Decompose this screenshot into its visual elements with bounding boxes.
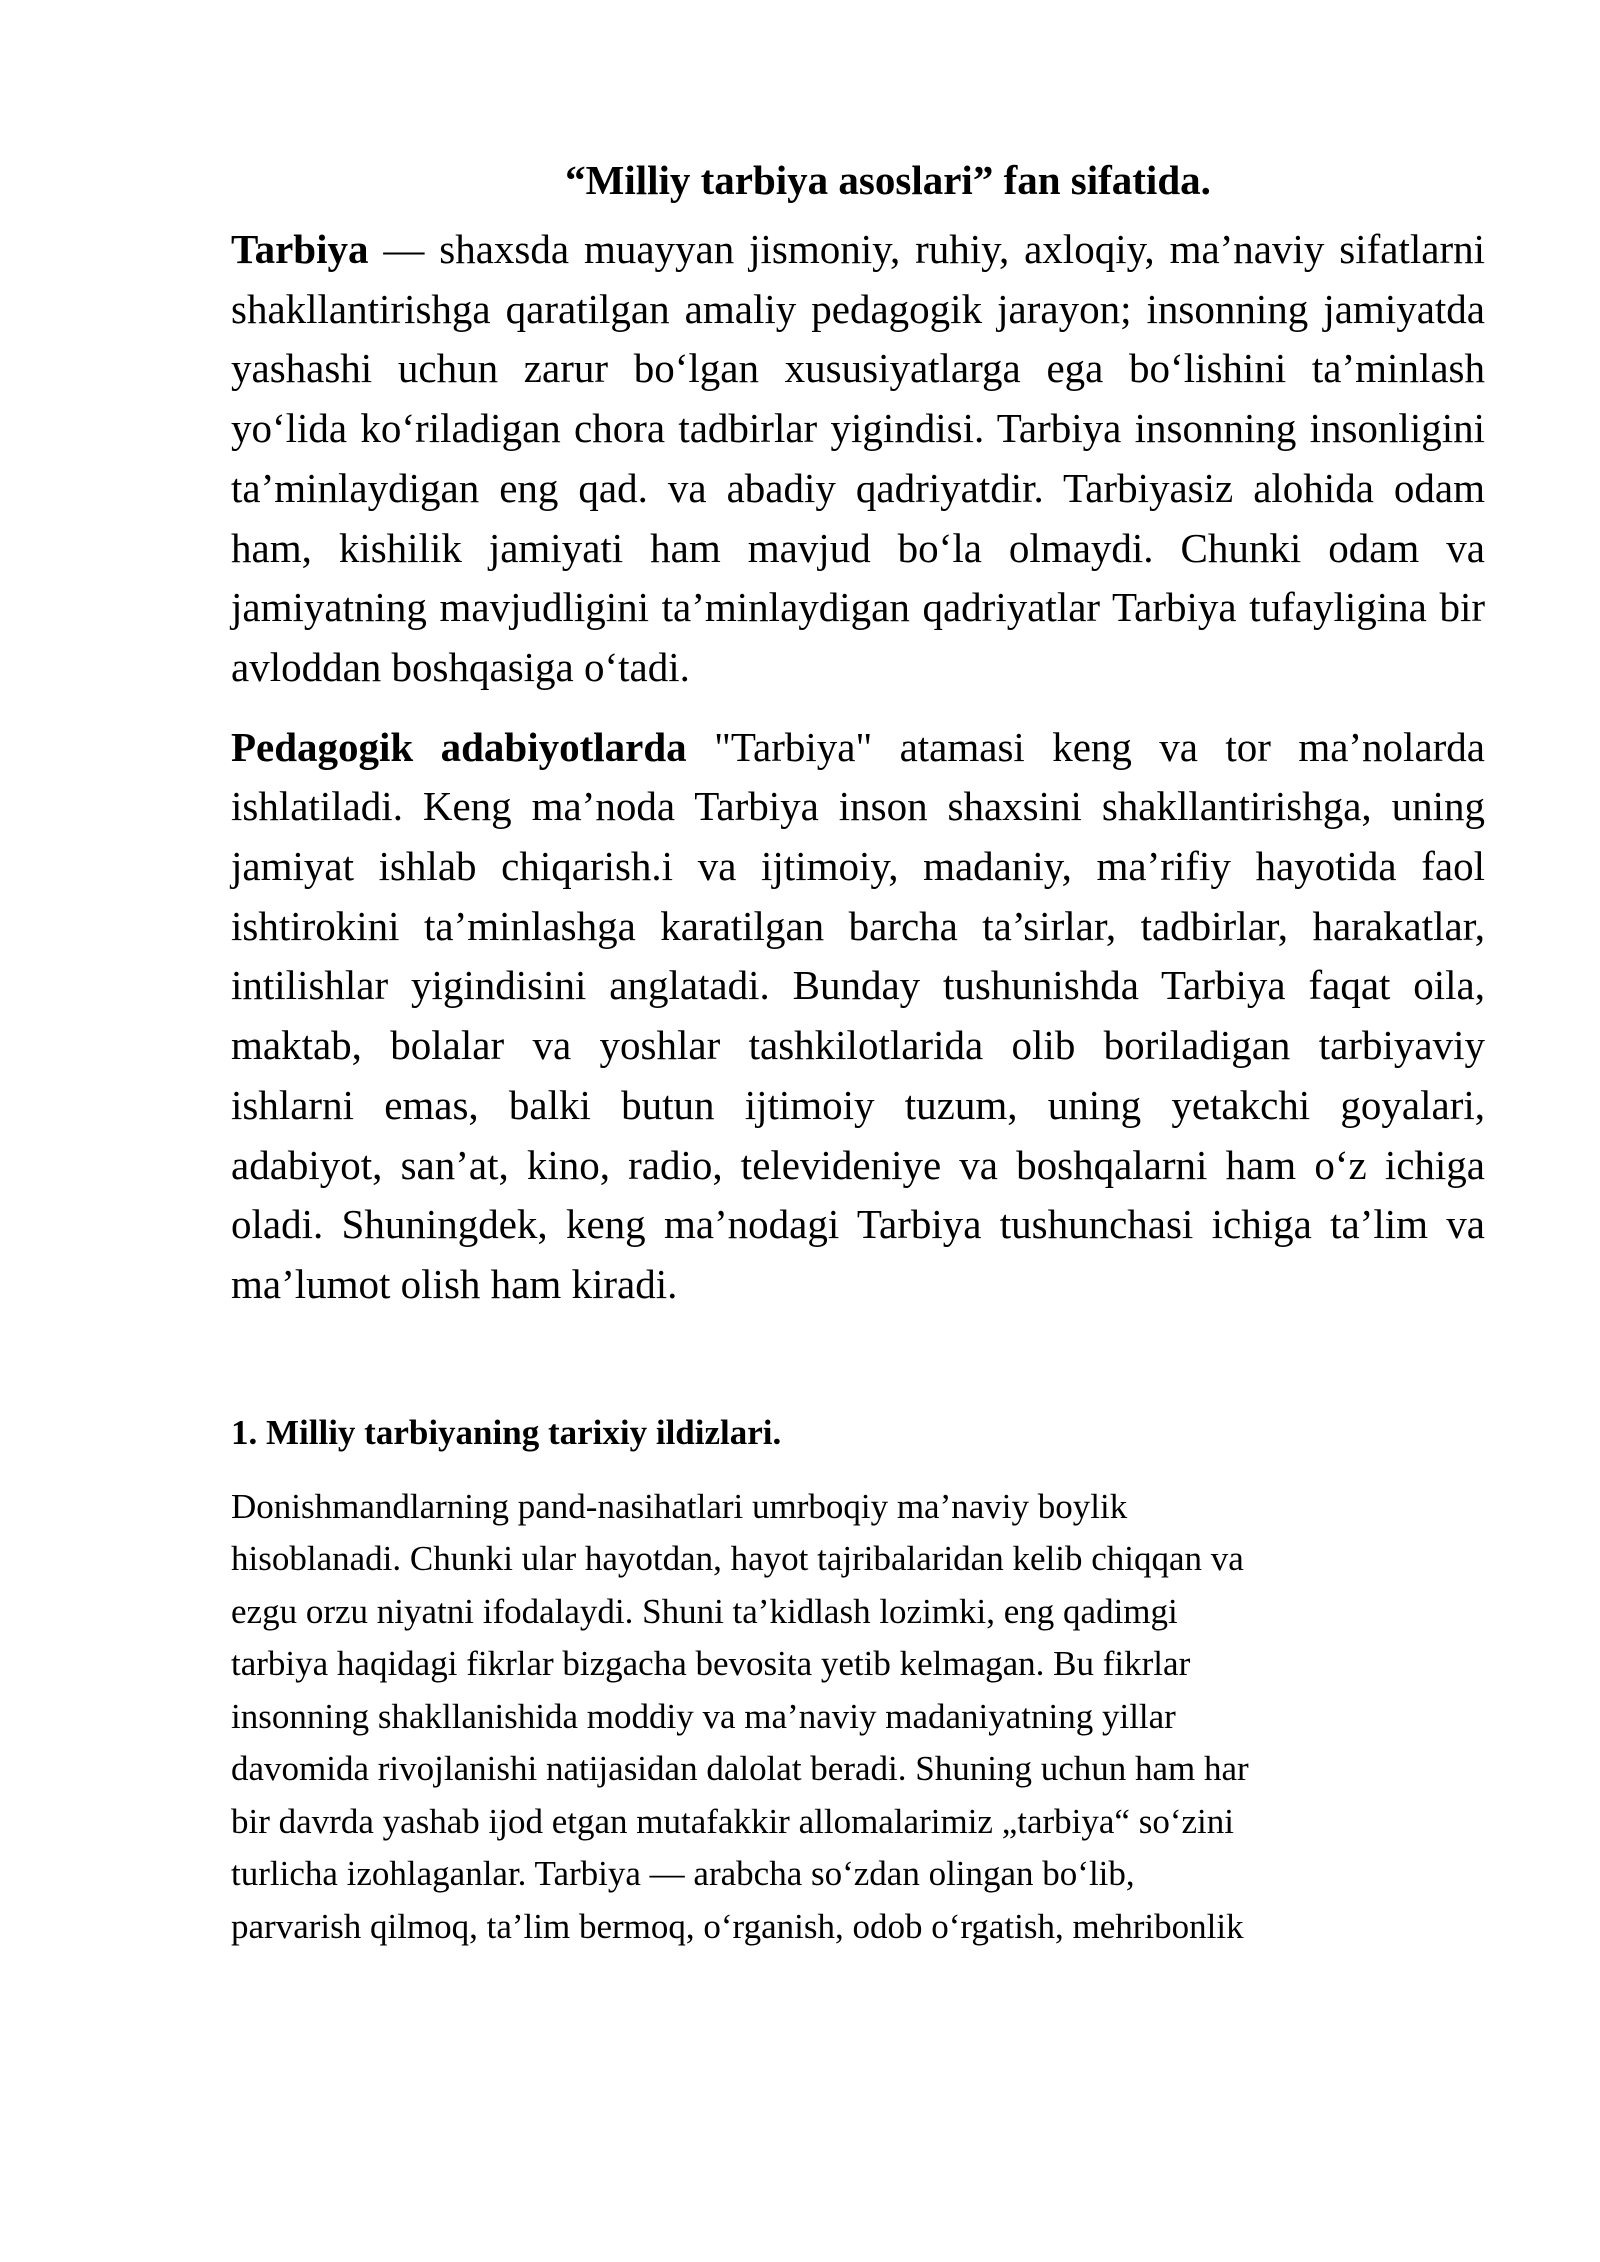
- bold-term-pedagogik: Pedagogik adabiyotlarda: [231, 723, 687, 770]
- text-line: turlicha izohlaganlar. Tarbiya — arabcha so‘zdan olingan bo‘lib,: [231, 1854, 1135, 1894]
- text-line: bir davrda yashab ijod etgan mutafakkir allomalarimiz „tarbiya“ so‘zini: [231, 1801, 1234, 1841]
- section-paragraph: [231, 1481, 1485, 1954]
- text-line: Donishmandlarning pand-nasihatlari umrboqiy ma’naviy boylik: [231, 1486, 1128, 1526]
- text-line: davomida rivojlanishi natijasidan dalolat beradi. Shuning uchun ham har: [231, 1749, 1249, 1789]
- bold-term-tarbiya: Tarbiya: [231, 226, 369, 272]
- text-line: tarbiya haqidagi fikrlar bizgacha bevosita yetib kelmagan. Bu fikrlar: [231, 1644, 1191, 1684]
- section-heading: 1. Milliy tarbiyaning tarixiy ildizlari.: [231, 1412, 782, 1452]
- text-line: insonning shakllanishida moddiy va ma’naviy madaniyatning yillar: [231, 1696, 1176, 1736]
- paragraph-pedagogik-adabiyotlarda: [231, 718, 1485, 1315]
- text-line: ezgu orzu niyatni ifodalaydi. Shuni ta’kidlash lozimki, eng qadimgi: [231, 1591, 1178, 1631]
- text-line: hisoblanadi. Chunki ular hayotdan, hayot tajribalaridan kelib chiqqan va: [231, 1539, 1244, 1579]
- text-line: parvarish qilmoq, ta’lim bermoq, o‘rganish, odob o‘rgatish, mehribonlik: [231, 1906, 1244, 1946]
- paragraph-text: — shaxsda muayyan jismoniy, ruhiy, axloqiy, ma’naviy sifatlarni shakllantirishga qaratilgan amaliy pedagogik jarayon; insonning jamiyatda yashashi uchun zarur bo‘lgan xususiyatlarga ega bo‘lishini ta’minlash yo‘lida ko‘riladigan chora tadbirlar yigindisi. Tarbiya insonning insonligini ta’minlaydigan eng qad. va abadiy qadriyatdir. Tarbiyasiz alohida odam ham, kishilik jamiyati ham mavjud bo‘la olmaydi. Chunki odam va jamiyatning mavjudligini ta’minlaydigan qadriyatlar Tarbiya tufayligina bir avloddan boshqasiga o‘tadi.: [231, 226, 1485, 690]
- document-title: “Milliy tarbiya asoslari” fan sifatida.: [565, 157, 1211, 203]
- paragraph-text: "Tarbiya" atamasi keng va tor ma’nolarda ishlatiladi. Keng ma’noda Tarbiya inson shaxsini shakllantirishga, uning jamiyat ishlab chiqarish.i va ijtimoiy, madaniy, ma’rifiy hayotida faol ishtirokini ta’minlashga karatilgan barcha ta’sirlar, tadbirlar, harakatlar, intilishlar yigindisini anglatadi. Bunday tushunishda Tarbiya faqat oila, maktab, bolalar va yoshlar tashkilotlarida olib boriladigan tarbiyaviy ishlarni emas, balki butun ijtimoiy tuzum, uning yetakchi goyalari, adabiyot, san’at, kino, radio, televideniye va boshqalarni ham o‘z ichiga oladi. Shuningdek, keng ma’nodagi Tarbiya tushunchasi ichiga ta’lim va ma’lumot olish ham kiradi.: [231, 723, 1485, 1307]
- paragraph-tarbiya-definition: [231, 220, 1485, 698]
- document-page: [231, 150, 1485, 1953]
